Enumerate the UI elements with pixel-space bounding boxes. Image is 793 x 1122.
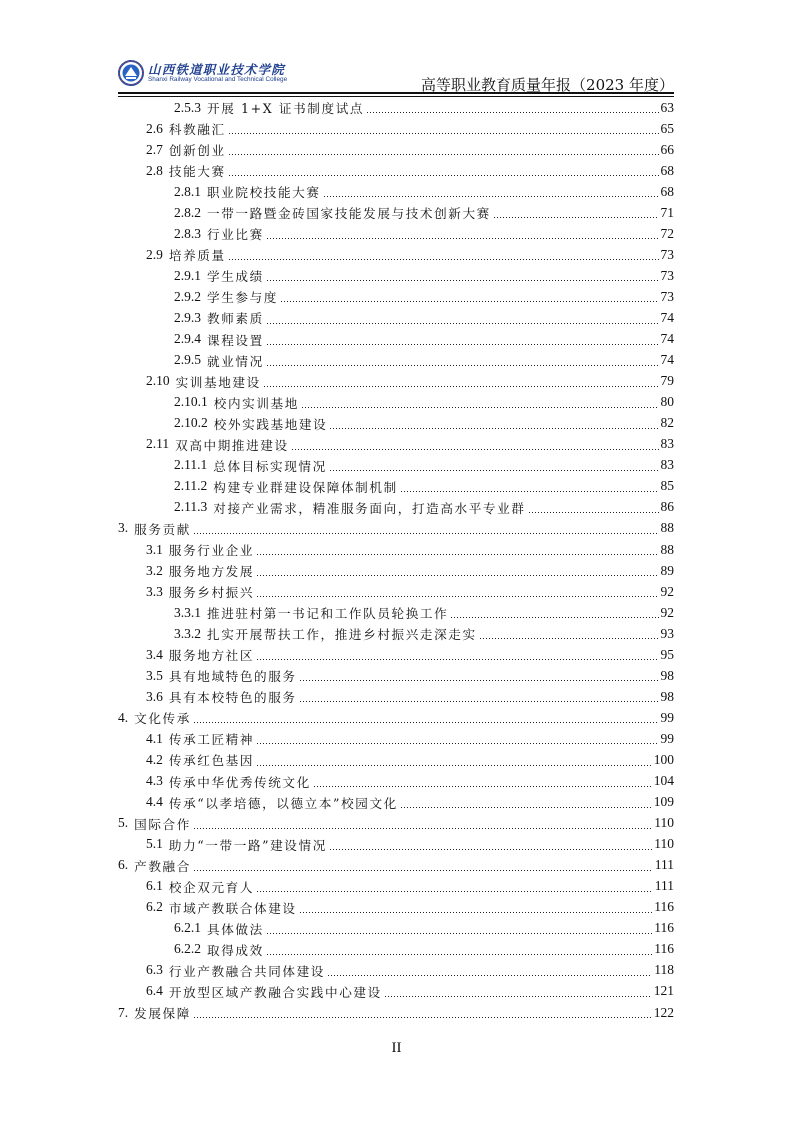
toc-dot-leader xyxy=(366,112,658,113)
toc-dot-leader xyxy=(193,870,653,871)
toc-entry-title: 校内实训基地 xyxy=(213,395,299,411)
toc-entry-page: 68 xyxy=(660,183,674,199)
toc-entry[interactable] xyxy=(118,581,674,602)
toc-entry[interactable] xyxy=(118,960,674,981)
toc-entry-number: 6.4 xyxy=(146,983,163,999)
toc-entry[interactable] xyxy=(118,371,674,392)
table-of-contents xyxy=(118,97,674,1023)
toc-entry-page: 121 xyxy=(653,983,674,999)
toc-entry-title: 具有地域特色的服务 xyxy=(168,669,297,685)
toc-entry[interactable] xyxy=(118,307,674,328)
toc-entry[interactable] xyxy=(118,539,674,560)
toc-entry-title: 助力“一带一路”建设情况 xyxy=(168,837,327,853)
toc-entry-page: 110 xyxy=(654,815,674,831)
toc-dot-leader xyxy=(299,701,659,702)
toc-entry-title: 技能大赛 xyxy=(168,164,226,180)
toc-entry-number: 5. xyxy=(118,815,129,831)
toc-entry-number: 3.4 xyxy=(146,646,163,662)
toc-entry-page: 98 xyxy=(660,667,674,683)
toc-entry[interactable] xyxy=(118,918,674,939)
toc-dot-leader xyxy=(193,828,652,829)
toc-entry-title: 对接产业需求，精准服务面向，打造高水平专业群 xyxy=(213,500,526,516)
toc-entry-number: 2.9.5 xyxy=(174,352,201,368)
toc-entry-number: 2.9.3 xyxy=(174,309,201,325)
toc-entry-page: 100 xyxy=(653,751,674,767)
toc-entry-number: 3.3 xyxy=(146,583,163,599)
toc-entry-title: 构建专业群建设保障体制机制 xyxy=(213,479,398,495)
toc-entry-page: 116 xyxy=(654,899,674,915)
toc-entry-title: 行业比赛 xyxy=(207,227,264,243)
toc-dot-leader xyxy=(256,743,658,744)
toc-entry-title: 传承红色基因 xyxy=(168,753,255,769)
college-logo xyxy=(118,58,308,88)
toc-entry-number: 4. xyxy=(118,709,129,725)
toc-entry-page: 65 xyxy=(660,120,674,136)
toc-entry-page: 74 xyxy=(660,331,674,347)
toc-entry-page: 98 xyxy=(660,688,674,704)
toc-entry[interactable] xyxy=(118,413,674,434)
toc-dot-leader xyxy=(450,617,658,618)
toc-entry-page: 68 xyxy=(660,162,674,178)
toc-dot-leader xyxy=(384,996,652,997)
toc-entry-number: 2.9 xyxy=(146,246,163,262)
toc-entry-page: 118 xyxy=(654,962,674,978)
toc-entry-number: 2.5.3 xyxy=(174,99,201,115)
toc-entry-title: 文化传承 xyxy=(134,711,191,727)
toc-entry-page: 116 xyxy=(654,920,674,936)
toc-entry-number: 3.5 xyxy=(146,667,163,683)
toc-entry[interactable] xyxy=(118,897,674,918)
toc-dot-leader xyxy=(291,449,659,450)
toc-entry-title: 服务乡村振兴 xyxy=(168,585,255,601)
toc-dot-leader xyxy=(266,344,659,345)
toc-entry-page: 73 xyxy=(660,246,674,262)
toc-entry[interactable] xyxy=(118,118,674,139)
toc-dot-leader xyxy=(493,217,659,218)
toc-entry-title: 传承“以孝培德，以德立本”校园文化 xyxy=(168,795,398,811)
toc-entry-number: 6.2.2 xyxy=(174,941,201,957)
page-header xyxy=(118,52,674,92)
toc-entry-page: 89 xyxy=(660,562,674,578)
toc-dot-leader xyxy=(266,323,659,324)
toc-entry[interactable] xyxy=(118,644,674,665)
toc-entry[interactable] xyxy=(118,855,674,876)
toc-entry-title: 科教融汇 xyxy=(168,122,226,138)
toc-entry-title: 教师素质 xyxy=(207,311,264,327)
toc-entry[interactable] xyxy=(118,244,674,265)
toc-dot-leader xyxy=(327,975,652,976)
toc-entry-title: 传承中华优秀传统文化 xyxy=(168,774,311,790)
toc-entry-title: 开放型区域产教融合实践中心建设 xyxy=(168,984,382,1000)
toc-entry[interactable] xyxy=(118,686,674,707)
toc-entry[interactable] xyxy=(118,623,674,644)
toc-entry-number: 7. xyxy=(118,1004,129,1020)
toc-entry-title: 服务地方社区 xyxy=(168,648,255,664)
toc-dot-leader xyxy=(329,849,652,850)
toc-entry[interactable] xyxy=(118,497,674,518)
toc-entry-number: 2.9.1 xyxy=(174,267,201,283)
toc-dot-leader xyxy=(313,786,652,787)
toc-entry[interactable] xyxy=(118,665,674,686)
toc-entry[interactable] xyxy=(118,181,674,202)
toc-entry-number: 3.3.1 xyxy=(174,604,201,620)
toc-entry-page: 111 xyxy=(654,857,674,873)
toc-entry-page: 63 xyxy=(660,99,674,115)
toc-entry[interactable] xyxy=(118,286,674,307)
toc-entry-number: 2.8.2 xyxy=(174,204,201,220)
toc-entry-number: 2.10 xyxy=(146,373,170,389)
toc-entry-title: 服务地方发展 xyxy=(168,564,255,580)
toc-entry-number: 2.9.2 xyxy=(174,288,201,304)
toc-entry-title: 具体做法 xyxy=(207,921,264,937)
toc-entry[interactable] xyxy=(118,518,674,539)
toc-entry-number: 2.11.3 xyxy=(174,499,208,515)
toc-entry-title: 传承工匠精神 xyxy=(168,732,255,748)
college-emblem-icon xyxy=(118,60,144,86)
toc-entry-title: 国际合作 xyxy=(134,816,191,832)
toc-entry-title: 课程设置 xyxy=(207,332,264,348)
logo-chinese-name: 山西铁道职业技术学院 xyxy=(148,62,286,77)
toc-entry-title: 学生成绩 xyxy=(207,269,264,285)
toc-dot-leader xyxy=(301,407,659,408)
toc-entry-page: 95 xyxy=(660,646,674,662)
toc-entry-title: 培养质量 xyxy=(168,248,226,264)
toc-entry-number: 2.8.3 xyxy=(174,225,201,241)
toc-entry-number: 2.10.1 xyxy=(174,394,208,410)
toc-entry[interactable] xyxy=(118,728,674,749)
toc-entry-title: 发展保障 xyxy=(134,1006,191,1022)
toc-entry[interactable] xyxy=(118,602,674,623)
toc-entry-page: 116 xyxy=(654,941,674,957)
toc-entry-title: 开展 1+X 证书制度试点 xyxy=(207,101,365,117)
toc-entry[interactable] xyxy=(118,455,674,476)
toc-entry-number: 4.3 xyxy=(146,773,163,789)
toc-entry-number: 2.11.1 xyxy=(174,457,208,473)
toc-entry-page: 104 xyxy=(653,773,674,789)
toc-entry-title: 创新创业 xyxy=(168,143,226,159)
toc-dot-leader xyxy=(323,196,659,197)
toc-entry-number: 2.11 xyxy=(146,436,170,452)
toc-dot-leader xyxy=(228,175,659,176)
logo-english-name: Shanxi Railway Vocational and Technical College xyxy=(148,76,288,83)
toc-entry-page: 73 xyxy=(660,267,674,283)
toc-entry[interactable] xyxy=(118,329,674,350)
toc-entry-title: 总体目标实现情况 xyxy=(213,458,327,474)
toc-entry-page: 109 xyxy=(653,794,674,810)
toc-entry[interactable] xyxy=(118,392,674,413)
toc-entry-page: 110 xyxy=(654,836,674,852)
toc-entry-title: 一带一路暨金砖国家技能发展与技术创新大赛 xyxy=(207,206,491,222)
toc-entry-page: 111 xyxy=(654,878,674,894)
toc-entry[interactable] xyxy=(118,792,674,813)
toc-entry-number: 6.1 xyxy=(146,878,163,894)
toc-entry-title: 就业情况 xyxy=(207,353,264,369)
toc-entry[interactable] xyxy=(118,813,674,834)
toc-entry[interactable] xyxy=(118,876,674,897)
toc-entry-number: 2.11.2 xyxy=(174,478,208,494)
toc-entry-page: 80 xyxy=(660,394,674,410)
toc-entry-title: 校企双元育人 xyxy=(168,879,255,895)
toc-dot-leader xyxy=(263,386,659,387)
header-rule-thick xyxy=(118,92,674,94)
toc-entry-number: 3.3.2 xyxy=(174,625,201,641)
toc-entry-title: 行业产教融合共同体建设 xyxy=(168,963,326,979)
toc-entry-title: 产教融合 xyxy=(134,858,191,874)
toc-entry-page: 88 xyxy=(660,520,674,536)
toc-dot-leader xyxy=(266,365,659,366)
toc-entry-number: 2.8 xyxy=(146,162,163,178)
toc-dot-leader xyxy=(228,259,659,260)
toc-entry[interactable] xyxy=(118,834,674,855)
toc-entry-page: 66 xyxy=(660,141,674,157)
toc-dot-leader xyxy=(256,765,652,766)
report-title: 高等职业教育质量年报（2023 年度） xyxy=(421,76,674,94)
toc-entry-page: 85 xyxy=(660,478,674,494)
toc-dot-leader xyxy=(266,954,652,955)
toc-entry-number: 6.3 xyxy=(146,962,163,978)
toc-entry-title: 推进驻村第一书记和工作队员轮换工作 xyxy=(207,606,449,622)
toc-dot-leader xyxy=(266,280,659,281)
toc-entry[interactable] xyxy=(118,350,674,371)
toc-dot-leader xyxy=(228,133,659,134)
toc-entry-title: 学生参与度 xyxy=(207,290,278,306)
toc-dot-leader xyxy=(193,533,659,534)
toc-entry-number: 6.2 xyxy=(146,899,163,915)
toc-entry-number: 3. xyxy=(118,520,129,536)
toc-entry-number: 6.2.1 xyxy=(174,920,201,936)
toc-entry[interactable] xyxy=(118,97,674,118)
toc-dot-leader xyxy=(266,238,659,239)
toc-entry-number: 3.6 xyxy=(146,688,163,704)
toc-entry-title: 取得成效 xyxy=(207,942,264,958)
toc-entry-number: 3.1 xyxy=(146,541,163,557)
toc-dot-leader xyxy=(256,596,658,597)
toc-entry[interactable] xyxy=(118,434,674,455)
toc-dot-leader xyxy=(193,722,659,723)
toc-entry-page: 122 xyxy=(653,1004,674,1020)
toc-entry-page: 88 xyxy=(660,541,674,557)
toc-entry-number: 2.6 xyxy=(146,120,163,136)
toc-dot-leader xyxy=(280,301,659,302)
toc-dot-leader xyxy=(256,659,658,660)
toc-dot-leader xyxy=(528,512,659,513)
toc-dot-leader xyxy=(266,933,652,934)
toc-entry-title: 职业院校技能大赛 xyxy=(207,185,321,201)
toc-dot-leader xyxy=(256,575,658,576)
toc-dot-leader xyxy=(193,1017,652,1018)
toc-entry-page: 99 xyxy=(660,730,674,746)
toc-dot-leader xyxy=(299,680,659,681)
page-number: II xyxy=(391,1040,402,1056)
toc-entry-title: 具有本校特色的服务 xyxy=(168,690,297,706)
toc-entry-page: 74 xyxy=(660,309,674,325)
toc-entry-page: 93 xyxy=(660,625,674,641)
toc-entry[interactable] xyxy=(118,771,674,792)
toc-entry-title: 扎实开展帮扶工作，推进乡村振兴走深走实 xyxy=(207,627,477,643)
toc-entry-title: 双高中期推进建设 xyxy=(175,437,289,453)
toc-entry-page: 86 xyxy=(660,499,674,515)
toc-entry[interactable] xyxy=(118,202,674,223)
toc-entry[interactable] xyxy=(118,1002,674,1023)
toc-dot-leader xyxy=(400,807,652,808)
toc-entry-number: 3.2 xyxy=(146,562,163,578)
toc-entry-number: 2.8.1 xyxy=(174,183,201,199)
toc-entry[interactable] xyxy=(118,160,674,181)
toc-entry-page: 83 xyxy=(660,436,674,452)
toc-entry[interactable] xyxy=(118,560,674,581)
toc-entry-title: 市域产教联合体建设 xyxy=(168,900,297,916)
toc-entry-page: 74 xyxy=(660,352,674,368)
toc-entry[interactable] xyxy=(118,939,674,960)
toc-entry-title: 服务行业企业 xyxy=(168,543,255,558)
toc-entry-page: 99 xyxy=(660,709,674,725)
toc-entry-page: 83 xyxy=(660,457,674,473)
toc-entry-number: 2.10.2 xyxy=(174,415,208,431)
toc-entry-title: 实训基地建设 xyxy=(175,374,261,390)
toc-dot-leader xyxy=(299,912,653,913)
toc-entry-number: 4.4 xyxy=(146,794,163,810)
toc-entry-number: 6. xyxy=(118,857,129,873)
toc-dot-leader xyxy=(479,638,659,639)
toc-dot-leader xyxy=(228,154,659,155)
toc-entry-page: 92 xyxy=(660,604,674,620)
toc-entry[interactable] xyxy=(118,749,674,770)
toc-entry-page: 82 xyxy=(660,415,674,431)
toc-dot-leader xyxy=(400,491,659,492)
toc-entry-title: 服务贡献 xyxy=(134,521,191,537)
toc-entry-page: 72 xyxy=(660,225,674,241)
toc-entry-number: 4.1 xyxy=(146,730,163,746)
toc-dot-leader xyxy=(256,891,653,892)
toc-entry[interactable] xyxy=(118,476,674,497)
toc-entry-number: 2.9.4 xyxy=(174,331,201,347)
toc-entry[interactable] xyxy=(118,265,674,286)
toc-dot-leader xyxy=(329,428,658,429)
toc-entry-page: 92 xyxy=(660,583,674,599)
toc-entry-page: 73 xyxy=(660,288,674,304)
toc-dot-leader xyxy=(329,470,659,471)
toc-entry[interactable] xyxy=(118,223,674,244)
toc-entry-number: 5.1 xyxy=(146,836,163,852)
toc-entry[interactable] xyxy=(118,707,674,728)
toc-entry-page: 79 xyxy=(660,373,674,389)
toc-dot-leader xyxy=(256,554,658,555)
toc-entry-page: 71 xyxy=(660,204,674,220)
toc-entry[interactable] xyxy=(118,139,674,160)
toc-entry-number: 2.7 xyxy=(146,141,163,157)
toc-entry[interactable] xyxy=(118,981,674,1002)
toc-entry-number: 4.2 xyxy=(146,751,163,767)
toc-entry-title: 校外实践基地建设 xyxy=(213,416,328,432)
